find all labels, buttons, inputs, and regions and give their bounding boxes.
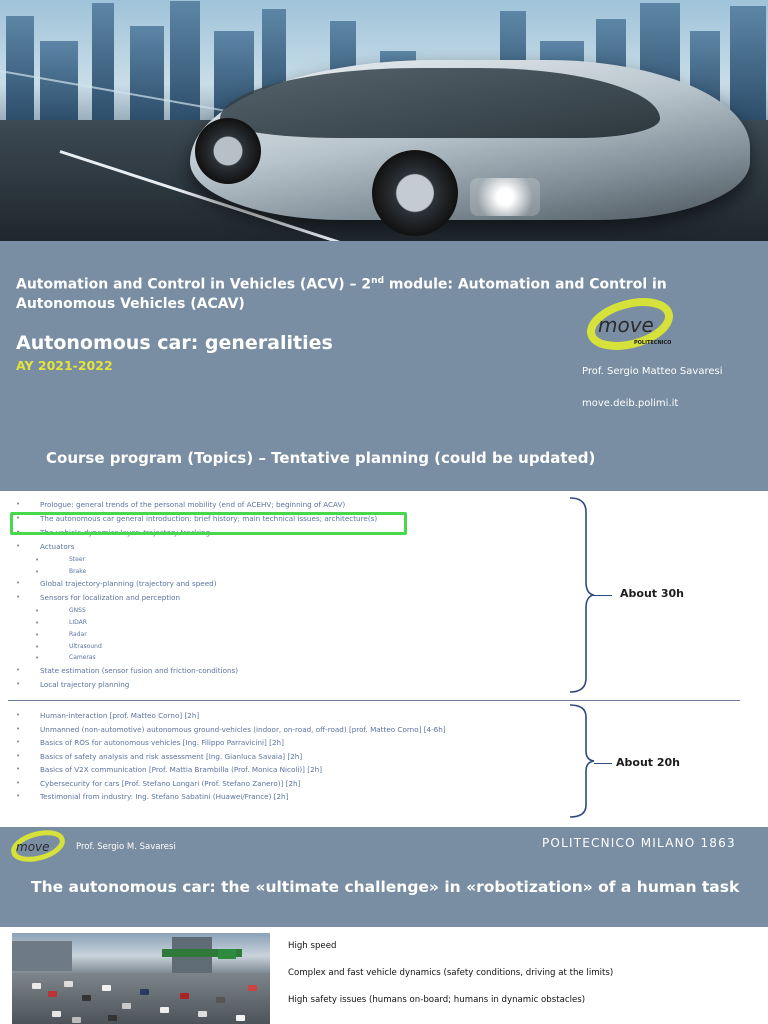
topic-item: Global trajectory-planning (trajectory and speed) — [40, 579, 217, 589]
move-logo-small-word: move — [16, 840, 50, 854]
course-heading-part2: module: Automation and Control in Autonomous Vehicles (ACAV) — [16, 276, 667, 312]
duration-label-group-2: About 20h — [616, 756, 681, 769]
move-logo-sub: POLITECNICO — [634, 340, 672, 346]
topic-item: Basics of safety analysis and risk assessment [Ing. Gianluca Savaia] [2h] — [40, 751, 303, 761]
topic-item: Local trajectory planning — [40, 679, 130, 689]
slide3-professor: Prof. Sergio M. Savaresi — [76, 842, 176, 852]
subtopic-item: Steer — [69, 556, 86, 563]
highlight-box — [10, 512, 407, 535]
challenge-item-2: Complex and fast vehicle dynamics (safety conditions, driving at the limits) — [288, 968, 614, 978]
subtopic-item: LIDAR — [69, 619, 87, 627]
subtopic-item: Cameras — [69, 654, 96, 662]
traffic-jam-image — [12, 933, 270, 1024]
topic-bullet: • — [16, 751, 21, 760]
slide-title: Autonomous car: generalities — [16, 332, 333, 354]
academic-year: AY 2021-2022 — [16, 358, 113, 373]
professor-name: Prof. Sergio Matteo Savaresi — [582, 366, 723, 377]
topic-item: Prologue: general trends of the personal mobility (end of ACEHV; beginning of ACAV) — [40, 500, 346, 509]
move-logo — [580, 296, 690, 352]
subtopic-item: GNSS — [69, 607, 86, 615]
brace-group-2 — [566, 703, 596, 819]
subtopic-item: Ultrasound — [69, 642, 102, 650]
topic-item: Human-interaction [prof. Matteo Corno] [2h] — [40, 711, 200, 720]
topic-bullet: • — [16, 579, 21, 588]
arrow-group-2 — [594, 763, 612, 764]
topic-bullet: • — [16, 528, 21, 536]
program-slide-title: Course program (Topics) – Tentative planning (could be updated) — [46, 449, 596, 467]
topic-item: Actuators — [40, 542, 75, 551]
topic-bullet: • — [16, 500, 21, 508]
university-name: POLITECNICO MILANO 1863 — [542, 836, 736, 850]
slide3-title: The autonomous car: the «ultimate challenge» in «robotization» of a human task — [31, 878, 740, 896]
topic-item: Unmanned (non-automotive) autonomous ground-vehicles (indoor, on-road, off-road) [prof. Matteo Corno] [4-6h] — [40, 724, 446, 734]
topic-item: Testimonial from industry: Ing. Stefano Sabatini (Huawei/France) [2h] — [40, 792, 289, 801]
topic-bullet: • — [16, 765, 21, 773]
topic-bullet: • — [35, 642, 40, 651]
topic-bullet: • — [35, 607, 40, 616]
topic-bullet: • — [16, 778, 21, 787]
group-divider — [8, 700, 740, 701]
course-heading-part1: Automation and Control in Vehicles (ACV) – 2 — [16, 276, 372, 293]
website-link[interactable]: move.deib.polimi.it — [582, 398, 679, 409]
topic-bullet: • — [16, 738, 21, 746]
topic-bullet: • — [35, 619, 40, 628]
topic-item: Cybersecurity for cars [Prof. Stefano Longari (Prof. Stefano Zanero)] [2h] — [40, 778, 301, 788]
topic-bullet: • — [16, 711, 21, 719]
topic-bullet: • — [35, 630, 40, 639]
subtopic-item: Radar — [69, 630, 87, 638]
autonomous-car-hero-image — [0, 0, 768, 241]
topic-bullet: • — [16, 514, 21, 522]
topic-item: The autonomous car general introduction: brief history; main technical issues; architecture(s) — [40, 514, 378, 523]
challenge-item-3: High safety issues (humans on-board; humans in dynamic obstacles) — [288, 995, 586, 1005]
topic-item: State estimation (sensor fusion and friction-conditions) — [40, 665, 239, 675]
topic-item: Sensors for localization and perception — [40, 593, 181, 603]
topic-bullet: • — [16, 679, 21, 688]
brace-group-1 — [566, 496, 596, 694]
topic-item: The vehicle-dynamics layer: trajectory-tracking — [40, 528, 211, 537]
topic-item: Basics of V2X communication [Prof. Mattia Brambilla (Prof. Monica Nicoli)] [2h] — [40, 765, 323, 774]
move-logo-word: move — [598, 313, 654, 337]
duration-label-group-1: About 30h — [620, 587, 685, 600]
challenge-item-1: High speed — [288, 941, 337, 951]
topic-bullet: • — [16, 542, 21, 550]
subtopic-item: Brake — [69, 567, 87, 575]
topic-item: Basics of ROS for autonomous vehicles [Ing. Filippo Parravicini] [2h] — [40, 738, 284, 747]
program-slide-body — [0, 491, 768, 827]
topic-bullet: • — [35, 654, 40, 663]
move-logo-small — [6, 828, 72, 864]
topic-bullet: • — [35, 567, 40, 576]
course-heading-superscript: nd — [371, 276, 385, 286]
topic-bullet: • — [16, 792, 21, 800]
topic-bullet: • — [16, 665, 21, 674]
topic-bullet: • — [16, 724, 21, 733]
arrow-group-1 — [594, 595, 612, 596]
topic-bullet: • — [16, 593, 21, 602]
topic-bullet: • — [35, 556, 40, 564]
